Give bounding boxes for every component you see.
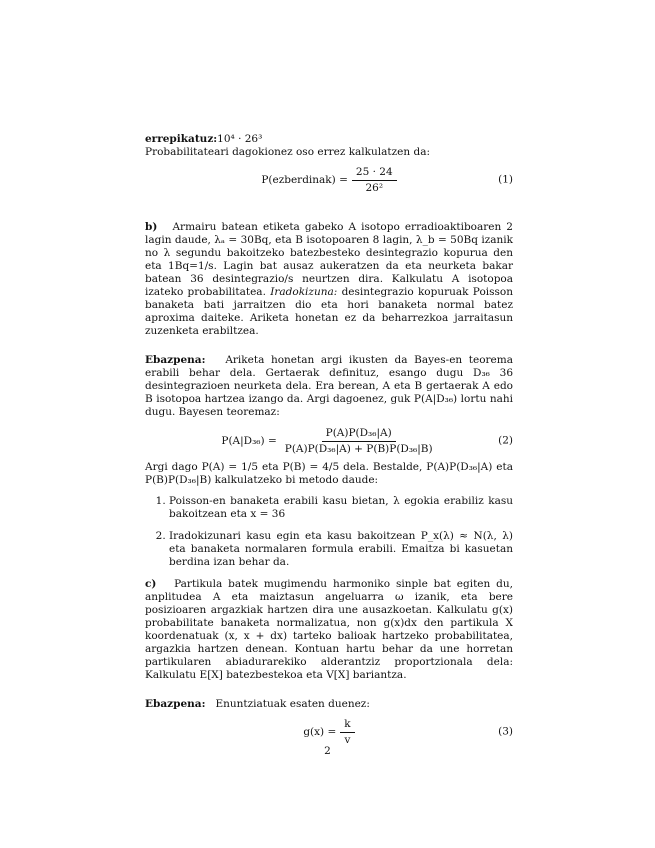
eq2-lhs: P(A|D₃₆) =: [221, 434, 277, 447]
intro-label: errepikatuz:: [145, 133, 218, 145]
solution-c: [145, 698, 513, 711]
intro-expr: 10⁴ · 26³: [217, 133, 263, 145]
eq2-denominator: P(A)P(D₃₆|A) + P(B)P(D₃₆|B): [284, 442, 433, 455]
part-b-text: Armairu batean etiketa gabeko A isotopo erradioaktiboaren 2 lagin daude, λₐ = 30Bq, eta B isotopoaren 8 lagin, λ_b = 50Bq izanik no λ segundu bakoitzeko batezbesteko desintegrazio kopurua den eta 1Bq=1/s. Lagin bat ausaz aukeratzen da eta neurketa bakar batean 36 desintegrazio/s neurtzen dira. Kalkulatu A isotopoa izateko probabilitatea.: [145, 221, 513, 298]
method-item: 2. Iradokizunari kasu egin eta kasu bakoitzean P_x(λ) ≈ N(λ, λ) eta banaketa normalaren formula erabili. Emaitza bi kasuetan berdina izan behar da.: [169, 530, 513, 569]
page-number: 2: [324, 745, 331, 757]
eq2-number: (2): [498, 434, 513, 447]
part-b-label: b): [145, 221, 158, 233]
eq3-denominator: v: [344, 733, 351, 746]
solution-c-label: Ebazpena:: [145, 698, 206, 710]
eq3-fraction: [340, 718, 354, 747]
eq1-lhs: P(ezberdinak) =: [261, 173, 348, 186]
part-b-hint: desintegrazio kopuruak Poisson banaketa bati jarraitzen dio eta hori banaketa normal batez aproxima daiteke. Ariketa honetan ez da beharrezkoa jarraitasun zuzenketa erabiltzea.: [145, 286, 513, 337]
equation-1: [145, 165, 513, 195]
part-c-label: c): [145, 578, 157, 590]
eq3-number: (3): [498, 725, 513, 738]
eq2-fraction: [281, 427, 437, 456]
page-content: [145, 133, 513, 747]
eq1-number: (1): [498, 173, 513, 186]
part-c-text: Partikula batek mugimendu harmoniko sinple bat egiten du, anplitudea A eta maiztasun angeluarra ω izanik, eta bere posizioaren argazkiak hartzen dira une ausazkoetan. Kalkulatu g(x) probabilitate banaketa normalizatua, non g(x)dx den partikula X koordenatuak (x, x + dx) tarteko balioak hartzeko probabilitatea, argazkia hartzen denean. Kontuan hartu behar da une horretan partikularen abiadurarekiko alderantziz proportzionala dela: Kalkulatu E[X] batezbestekoa eta V[X] bariantza.: [145, 578, 513, 681]
eq1-numerator: 25 · 24: [352, 166, 397, 181]
eq2-numerator: P(A)P(D₃₆|A): [322, 427, 396, 442]
eq3-lhs: g(x) =: [303, 725, 337, 738]
eq1-denominator: 26²: [365, 181, 384, 194]
solution-b: [145, 354, 513, 419]
equation-3: [145, 717, 513, 747]
methods-list: [145, 495, 513, 569]
intro-text: Probabilitateari dagokionez oso errez kalkulatzen da:: [145, 146, 430, 158]
eq3-numerator: k: [340, 718, 354, 733]
equation-2: [145, 425, 513, 457]
solution-c-text: Enuntziatuak esaten duenez:: [215, 698, 370, 710]
after-eq2-text: Argi dago P(A) = 1/5 eta P(B) = 4/5 dela. Bestalde, P(A)P(D₃₆|A) eta P(B)P(D₃₆|B) kalkulatzeko bi metodo daude:: [145, 461, 513, 486]
method-item: 1. Poisson-en banaketa erabili kasu bietan, λ egokia erabiliz kasu bakoitzean eta x = 36: [169, 495, 513, 521]
intro-line: [145, 133, 513, 146]
solution-b-text: Ariketa honetan argi ikusten da Bayes-en teorema erabili behar dela. Gertaerak definituz, esango dugu D₃₆ 36 desintegrazioen neurketa dela. Era berean, A eta B gertaerak A edo B isotopoa hartzea izango da. Argi dagoenez, guk P(A|D₃₆) lortu nahi dugu. Bayesen teoremaz:: [145, 354, 513, 418]
solution-b-label: Ebazpena:: [145, 354, 206, 366]
part-b: [145, 221, 513, 338]
part-c: [145, 578, 513, 682]
part-b-hint-label: Iradokizuna:: [270, 286, 338, 298]
eq1-fraction: [352, 166, 397, 195]
